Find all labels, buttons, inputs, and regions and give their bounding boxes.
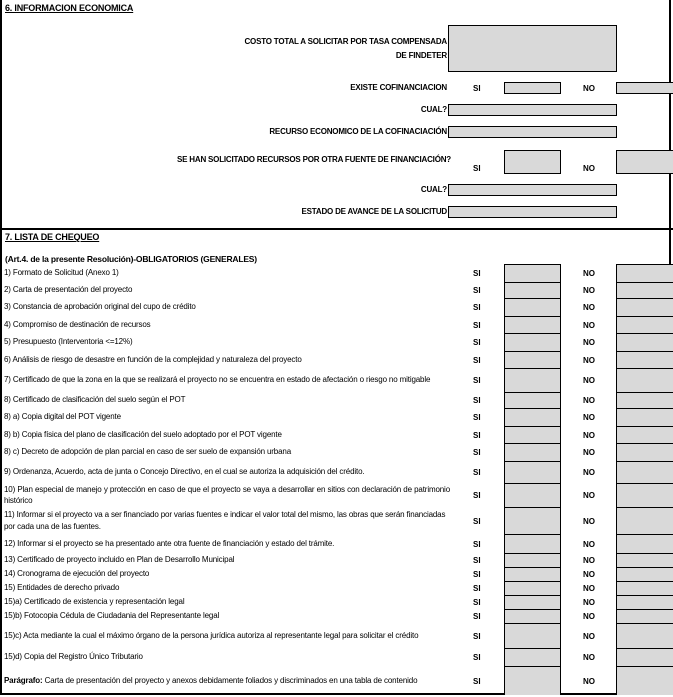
checklist-si-box[interactable] [504,408,561,426]
item-label: 15)c) Acta mediante la cual el máximo órgano de la persona jurídica autoriza al representante legal para solicitar el crédito [4,630,419,640]
item-label: 8) b) Copia física del plano de clasificación del suelo adoptado por el POT vigente [4,429,282,439]
otra-fuente-si-box[interactable] [504,150,561,174]
paragrafo-prefix: Parágrafo: [4,675,43,685]
checklist-si-box[interactable] [504,298,561,316]
checklist-si-label: SI [473,376,481,385]
checklist-no-label: NO [583,631,595,641]
checklist-si-label: SI [473,570,481,579]
checklist-no-box[interactable] [616,368,673,392]
checklist-no-box[interactable] [616,534,673,553]
checklist-no-label: NO [583,338,595,347]
item-label: 15) Entidades de derecho privado [4,583,120,593]
item-label: 15)b) Fotocopia Cédula de Ciudadania del Representante legal [4,611,220,621]
section-divider [0,228,673,230]
estado-avance-label: ESTADO DE AVANCE DE LA SOLICITUD [301,207,447,216]
checklist-si-box[interactable] [504,426,561,443]
checklist-item-text [4,316,450,333]
checklist-no-box[interactable] [616,282,673,298]
item-label: 15)a) Certificado de existencia y representación legal [4,597,185,607]
cual-label: CUAL? [420,105,447,114]
checklist-si-box[interactable] [504,507,561,534]
item-label: 3) Constancia de aprobación original del cupo de crédito [4,302,196,312]
checklist-si-label: SI [473,584,481,593]
checklist-si-box[interactable] [504,443,561,461]
checklist-no-box[interactable] [616,609,673,623]
checklist-no-label: NO [583,320,595,330]
checklist-si-label: SI [473,539,481,549]
otra-fuente-si-label: SI [473,164,481,173]
checklist-item-text [4,333,450,351]
checklist-si-label: SI [473,491,481,500]
checklist-si-box[interactable] [504,264,561,282]
checklist-no-box[interactable] [616,461,673,483]
checklist-no-box[interactable] [616,333,673,351]
checklist-no-box[interactable] [616,483,673,507]
checklist-no-label: NO [583,413,595,422]
checklist-no-label: NO [583,491,595,500]
checklist-no-box[interactable] [616,581,673,595]
cofinanciacion-si-label: SI [473,84,481,93]
cual2-input[interactable] [448,184,617,196]
checklist-no-box[interactable] [616,392,673,408]
checklist-no-label: NO [583,303,595,312]
checklist-no-label: NO [583,584,595,593]
checklist-item-text [4,408,450,426]
checklist-no-box[interactable] [616,443,673,461]
checklist-si-label: SI [473,355,481,365]
checklist-no-label: NO [583,653,595,662]
cofinanciacion-si-box[interactable] [504,82,561,94]
estado-avance-input[interactable] [448,206,617,218]
checklist-si-label: SI [473,286,481,295]
checklist-si-label: SI [473,556,481,565]
item-label: 8) Certificado de clasificación del suelo según el POT [4,395,186,405]
checklist-si-box[interactable] [504,333,561,351]
checklist-si-label: SI [473,676,481,686]
checklist-si-label: SI [473,653,481,662]
item-label: 9) Ordenanza, Acuerdo, acta de junta o Concejo Directivo, en el cual se autoriza la adquisición del crédito. [4,467,365,477]
checklist-si-label: SI [473,448,481,457]
costo-total-label-line1: COSTO TOTAL A SOLICITAR POR TASA COMPENSADA [244,37,447,46]
checklist-si-box[interactable] [504,595,561,609]
otra-fuente-label: SE HAN SOLICITADO RECURSOS POR OTRA FUENTE DE FINANCIACIÓN? [177,155,451,164]
checklist-item-text [4,553,450,567]
checklist-si-box[interactable] [504,609,561,623]
item-label: 2) Carta de presentación del proyecto [4,285,133,295]
checklist-no-label: NO [583,286,595,295]
cofinanciacion-no-label: NO [583,84,595,93]
item-label: 14) Cronograma de ejecución del proyecto [4,569,150,579]
checklist-si-box[interactable] [504,282,561,298]
item-label: 15)d) Copia del Registro Único Tributario [4,652,143,662]
checklist-no-label: NO [583,676,595,686]
section-7-title: 7. LISTA DE CHEQUEO [5,232,100,242]
checklist-si-box[interactable] [504,567,561,581]
checklist-no-box[interactable] [616,408,673,426]
checklist-subheading: (Art.4. de la presente Resolución)-OBLIGATORIOS (GENERALES) [5,254,257,264]
checklist-si-box[interactable] [504,483,561,507]
checklist-item-text [4,282,450,298]
checklist-no-box[interactable] [616,595,673,609]
checklist-si-label: SI [473,598,481,607]
item-label: 13) Certificado de proyecto incluido en Plan de Desarrollo Municipal [4,555,235,565]
checklist-no-label: NO [583,598,595,607]
item-label: 7) Certificado de que la zona en la que se realizará el proyecto no se encuentra en estado de afectación o riesgo no mitigable [4,375,431,385]
item-label: 6) Análisis de riesgo de desastre en función de la complejidad y naturaleza del proyecto [4,354,302,364]
checklist-no-box[interactable] [616,666,673,695]
checklist-si-box[interactable] [504,666,561,695]
checklist-si-box[interactable] [504,351,561,368]
checklist-si-label: SI [473,320,481,330]
checklist-item-text [4,264,450,282]
checklist-item-text [4,426,450,443]
checklist-item-text [4,666,450,695]
checklist-si-box[interactable] [504,392,561,408]
checklist-no-box[interactable] [616,351,673,368]
item-label: 1) Formato de Solicitud (Anexo 1) [4,268,119,278]
checklist-no-label: NO [583,396,595,405]
checklist-no-label: NO [583,430,595,440]
checklist-si-label: SI [473,430,481,440]
checklist-no-label: NO [583,355,595,365]
checklist-no-box[interactable] [616,623,673,648]
checklist-no-label: NO [583,448,595,457]
checklist-item-text [4,351,450,368]
checklist-si-label: SI [473,338,481,347]
checklist-si-box[interactable] [504,553,561,567]
checklist-item-text [4,623,450,648]
checklist-no-label: NO [583,570,595,579]
checklist-no-label: NO [583,468,595,477]
checklist-si-box[interactable] [504,316,561,333]
checklist-si-box[interactable] [504,648,561,666]
checklist-item-text [4,443,450,461]
checklist-item-text [4,534,450,553]
checklist-item-text [4,507,450,534]
otra-fuente-no-label: NO [583,164,595,173]
checklist-no-label: NO [583,539,595,549]
checklist-no-box[interactable] [616,264,673,282]
costo-total-label-line2: DE FINDETER [395,51,447,60]
checklist-si-label: SI [473,516,481,526]
checklist-item-text [4,609,450,623]
checklist-item-text [4,581,450,595]
recurso-economico-input[interactable] [448,126,617,138]
checklist-si-label: SI [473,413,481,422]
checklist-si-label: SI [473,612,481,621]
checklist-item-text [4,483,450,507]
checklist-no-box[interactable] [616,426,673,443]
checklist-si-box[interactable] [504,581,561,595]
checklist-no-label: NO [583,516,595,526]
checklist-no-label: NO [583,376,595,385]
costo-total-input[interactable] [448,25,617,72]
recurso-economico-label: RECURSO ECONOMICO DE LA COFINACIACIÓN [269,127,447,136]
checklist-no-box[interactable] [616,298,673,316]
item-label: Carta de presentación del proyecto y anexos debidamente foliados y discriminados en una tabla de contenido [42,675,418,685]
checklist-si-box[interactable] [504,461,561,483]
checklist-si-box[interactable] [504,368,561,392]
checklist-item-text [4,461,450,483]
cofinanciacion-label: EXISTE COFINANCIACION [350,83,447,92]
checklist-si-label: SI [473,396,481,405]
item-label-group [4,675,417,687]
item-label: 8) c) Decreto de adopción de plan parcial en caso de ser suelo de expansión urbana [4,447,292,457]
checklist-no-label: NO [583,269,595,278]
checklist-item-text [4,595,450,609]
checklist-item-text [4,648,450,666]
checklist-item-text [4,368,450,392]
checklist-si-box[interactable] [504,623,561,648]
section-6-title: 6. INFORMACION ECONOMICA [5,3,134,13]
checklist-si-label: SI [473,468,481,477]
checklist-item-text [4,392,450,408]
item-label: 10) Plan especial de manejo y protección en caso de que el proyecto se vaya a desarrollar en sitios con declaración de patrimonio histórico [4,484,450,505]
checklist-si-label: SI [473,303,481,312]
checklist-no-box[interactable] [616,507,673,534]
item-label: 8) a) Copia digital del POT vigente [4,412,121,422]
checklist-no-box[interactable] [616,553,673,567]
otra-fuente-no-box[interactable] [616,150,673,174]
item-label: 11) Informar si el proyecto va a ser financiado por varias fuentes e indicar el valor total del mismo, las obras que serán financiadas por cada una de las fuentes. [4,510,446,531]
item-label: 5) Presupuesto (Interventoria <=12%) [4,337,133,347]
checklist-no-box[interactable] [616,648,673,666]
checklist-no-box[interactable] [616,567,673,581]
checklist-no-box[interactable] [616,316,673,333]
checklist-no-label: NO [583,556,595,565]
checklist-si-box[interactable] [504,534,561,553]
checklist-item-text [4,298,450,316]
checklist-si-label: SI [473,631,481,641]
cual2-label: CUAL? [420,185,447,194]
cual-input[interactable] [448,104,617,116]
item-label: 4) Compromiso de destinación de recursos [4,319,151,329]
item-label: 12) Informar si el proyecto se ha presentado ante otra fuente de financiación y estado del trámite. [4,538,335,548]
checklist-si-label: SI [473,269,481,278]
checklist-no-label: NO [583,612,595,621]
cofinanciacion-no-box[interactable] [616,82,673,94]
checklist-item-text [4,567,450,581]
